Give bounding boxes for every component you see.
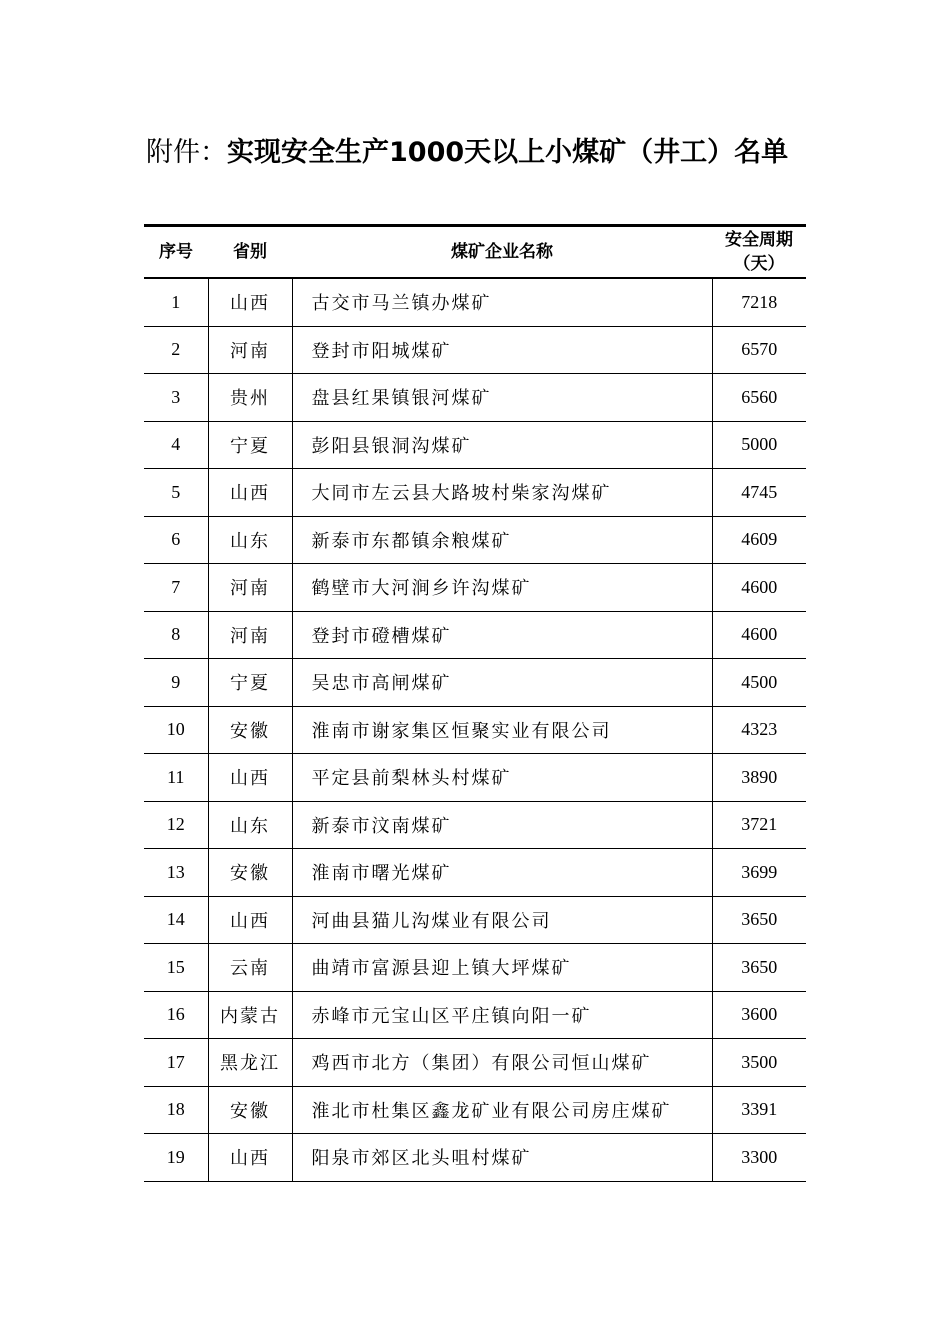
row-number: 12: [144, 801, 208, 849]
row-safety-days: 3600: [712, 991, 806, 1039]
row-number: 16: [144, 991, 208, 1039]
header-name: 煤矿企业名称: [292, 226, 712, 279]
row-province: 河南: [208, 326, 292, 374]
row-safety-days: 3650: [712, 944, 806, 992]
row-province: 贵州: [208, 374, 292, 422]
row-safety-days: 3650: [712, 896, 806, 944]
row-mine-name: 鸡西市北方（集团）有限公司恒山煤矿: [292, 1039, 712, 1087]
table-row: [144, 564, 806, 612]
row-number: 10: [144, 706, 208, 754]
row-safety-days: 3699: [712, 849, 806, 897]
row-number: 8: [144, 611, 208, 659]
row-number: 1: [171, 291, 181, 312]
row-province: 宁夏: [208, 421, 292, 469]
row-safety-days: 6570: [712, 326, 806, 374]
header-days-line1: 安全周期: [725, 230, 793, 250]
row-mine-name: 曲靖市富源县迎上镇大坪煤矿: [292, 944, 712, 992]
title-main: 实现安全生产1000天以上小煤矿（井工）名单: [227, 137, 789, 168]
row-province: 山西: [208, 896, 292, 944]
row-mine-name: 新泰市汶南煤矿: [292, 801, 712, 849]
table-row: [144, 944, 806, 992]
row-number: 17: [144, 1039, 208, 1087]
row-mine-name: 鹤壁市大河涧乡许沟煤矿: [292, 564, 712, 612]
row-number: 15: [144, 944, 208, 992]
table-row: [144, 469, 806, 517]
row-safety-days: 4609: [712, 516, 806, 564]
table-header-row: [144, 226, 806, 279]
header-province: 省别: [208, 226, 292, 279]
table-row: [144, 659, 806, 707]
row-province: 河南: [208, 564, 292, 612]
row-number: 5: [144, 469, 208, 517]
row-number: 3: [144, 374, 208, 422]
header-no: 序号: [144, 226, 208, 279]
table-row: [144, 516, 806, 564]
table-row: [144, 706, 806, 754]
table-row: [144, 1086, 806, 1134]
row-province: 安徽: [208, 1086, 292, 1134]
row-number: 14: [144, 896, 208, 944]
row-province: 宁夏: [208, 659, 292, 707]
row-number: 2: [144, 326, 208, 374]
row-province: 内蒙古: [208, 991, 292, 1039]
row-province: 山西: [208, 469, 292, 517]
row-mine-name: 古交市马兰镇办煤矿: [292, 278, 712, 326]
row-number: 9: [144, 659, 208, 707]
coal-mine-table: [144, 224, 806, 1182]
row-safety-days: 5000: [712, 421, 806, 469]
row-number: 7: [144, 564, 208, 612]
row-mine-name: 彭阳县银洞沟煤矿: [292, 421, 712, 469]
document-title: [146, 132, 846, 174]
table-row: [144, 754, 806, 802]
row-province: 山西: [208, 754, 292, 802]
row-safety-days: 4323: [712, 706, 806, 754]
row-safety-days: 3300: [712, 1134, 806, 1182]
row-mine-name: 河曲县猫儿沟煤业有限公司: [292, 896, 712, 944]
row-safety-days: 3391: [712, 1086, 806, 1134]
row-safety-days: 4600: [712, 564, 806, 612]
row-safety-days: 7218: [712, 278, 806, 326]
table-row: [144, 1134, 806, 1182]
row-number: 18: [144, 1086, 208, 1134]
row-mine-name: 盘县红果镇银河煤矿: [292, 374, 712, 422]
table-body: [144, 278, 806, 1181]
table-row: [144, 374, 806, 422]
table-row: [144, 326, 806, 374]
row-province: 山东: [208, 801, 292, 849]
row-safety-days: 4600: [712, 611, 806, 659]
row-safety-days: 3890: [712, 754, 806, 802]
row-number: 11: [144, 754, 208, 802]
header-days-line2: （天）: [733, 254, 785, 274]
row-safety-days: 3500: [712, 1039, 806, 1087]
row-province: 黑龙江: [208, 1039, 292, 1087]
row-safety-days: 3721: [712, 801, 806, 849]
row-number: 4: [144, 421, 208, 469]
table-row: [144, 421, 806, 469]
title-prefix: 附件：: [146, 137, 227, 168]
table-row: [144, 896, 806, 944]
row-province: 河南: [208, 611, 292, 659]
row-mine-name: 淮北市杜集区鑫龙矿业有限公司房庄煤矿: [292, 1086, 712, 1134]
row-mine-name: 大同市左云县大路坡村柴家沟煤矿: [292, 469, 712, 517]
row-mine-name: 淮南市曙光煤矿: [292, 849, 712, 897]
row-mine-name: 淮南市谢家集区恒聚实业有限公司: [292, 706, 712, 754]
row-mine-name: 赤峰市元宝山区平庄镇向阳一矿: [292, 991, 712, 1039]
row-province: 山东: [208, 516, 292, 564]
row-safety-days: 4500: [712, 659, 806, 707]
row-number: 19: [144, 1134, 208, 1182]
table-row: [144, 849, 806, 897]
row-province: 山西: [208, 1134, 292, 1182]
row-province: 安徽: [208, 849, 292, 897]
row-province: 山西: [208, 278, 292, 326]
row-safety-days: 4745: [712, 469, 806, 517]
row-mine-name: 平定县前梨林头村煤矿: [292, 754, 712, 802]
header-days: [712, 226, 806, 279]
table-row: [144, 1039, 806, 1087]
row-number: 6: [144, 516, 208, 564]
row-province: 云南: [208, 944, 292, 992]
row-mine-name: 登封市磴槽煤矿: [292, 611, 712, 659]
row-mine-name: 吴忠市高闸煤矿: [292, 659, 712, 707]
table-row: [144, 611, 806, 659]
row-mine-name: 阳泉市郊区北头咀村煤矿: [292, 1134, 712, 1182]
table-row: [144, 801, 806, 849]
row-number: 13: [144, 849, 208, 897]
table-row: [144, 991, 806, 1039]
row-province: 安徽: [208, 706, 292, 754]
table-row: [144, 278, 806, 326]
row-mine-name: 新泰市东都镇余粮煤矿: [292, 516, 712, 564]
row-mine-name: 登封市阳城煤矿: [292, 326, 712, 374]
row-safety-days: 6560: [712, 374, 806, 422]
